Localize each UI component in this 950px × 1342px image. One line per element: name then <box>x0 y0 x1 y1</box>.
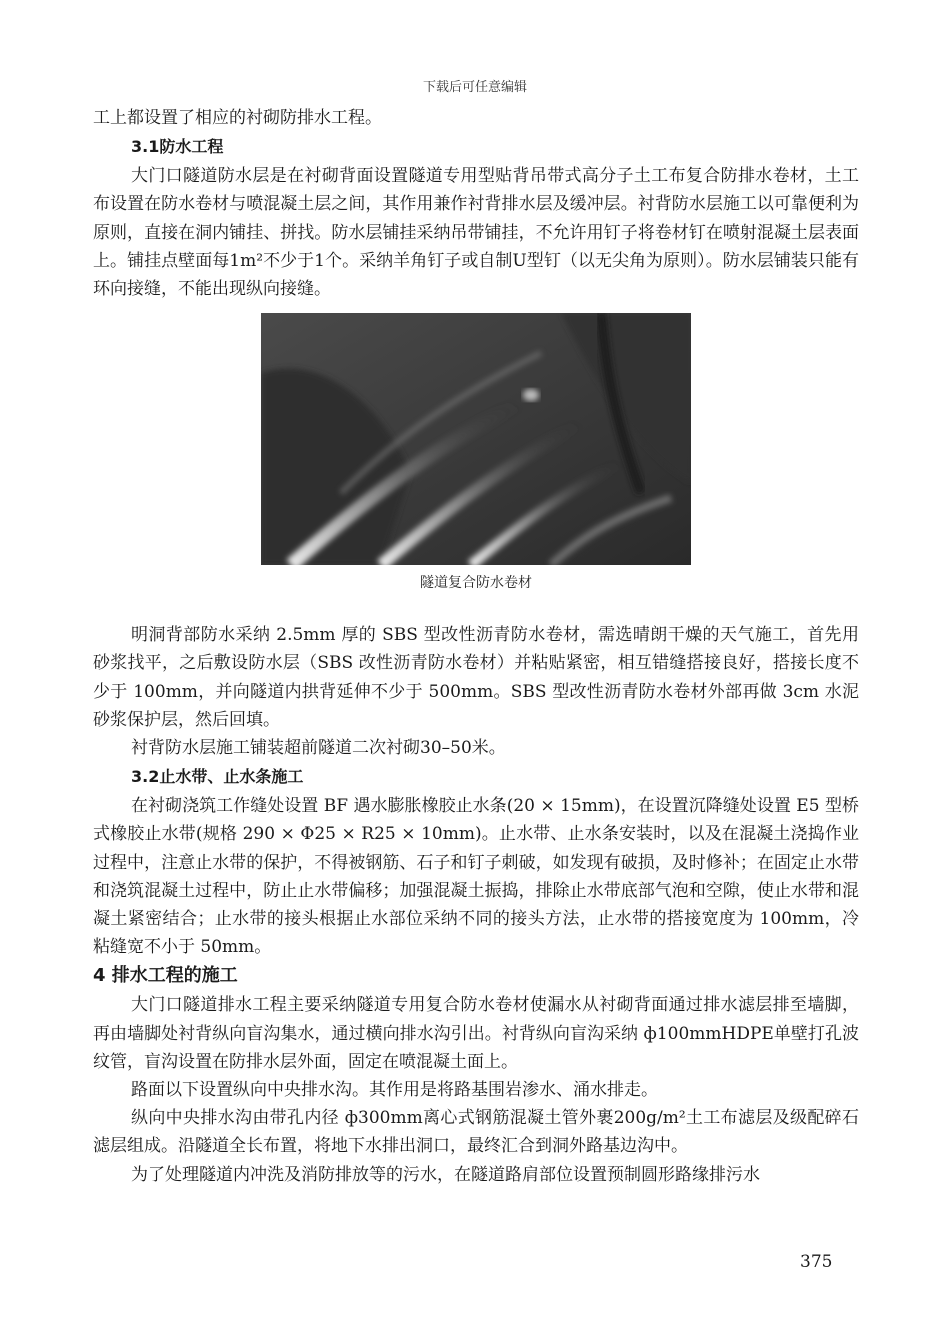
paragraph: 在衬砌浇筑工作缝处设置 BF 遇水膨胀橡胶止水条(20 × 15mm)，在设置沉降缝处设置 E5 型桥式橡胶止水带(规格 290 × Φ25 × R25 × 10mm)。止水带、止水条安装时，以及在混凝土浇捣作业过程中，注意止水带的保护，不得被钢筋、石子和钉子刺破，如发现有破损，及时修补；在固定止水带和浇筑混凝土过程中，防止止水带偏移；加强混凝土振捣，排除止水带底部气泡和空隙，使止水带和混凝土紧密结合；止水带的接头根据止水部位采纳不同的接头方法，止水带的搭接宽度为 100mm，冷粘缝宽不小于 50mm。 <box>93 796 859 958</box>
paragraph: 明洞背部防水采纳 2.5mm 厚的 SBS 型改性沥青防水卷材，需选晴朗干燥的天气施工，首先用砂浆找平，之后敷设防水层（SBS 改性沥青防水卷材）并粘贴紧密，相互错缝搭接良好，搭接长度不少于 100mm，并向隧道内拱背延伸不少于 500mm。SBS 型改性沥青防水卷材外部再做 3cm 水泥砂浆保护层，然后回填。 <box>93 625 859 730</box>
page-body <box>93 104 859 1189</box>
paragraph: 大门口隧道防水层是在衬砌背面设置隧道专用型贴背吊带式高分子土工布复合防排水卷材，土工布设置在防水卷材与喷混凝土层之间，其作用兼作衬背排水层及缓冲层。衬背防水层施工以可靠便利为原则，直接在洞内铺挂、拼找。防水层铺挂采纳吊带铺挂，不允许用钉子将卷材钉在喷射混凝土层表面上。铺挂点壁面每1m²不少于1个。采纳羊角钉子或自制U型钉（以无尖角为原则）。防水层铺装只能有环向接缝，不能出现纵向接缝。 <box>93 166 859 300</box>
paragraph: 纵向中央排水沟由带孔内径 ф300mm离心式钢筋混凝土管外裹200g/m²土工布滤层及级配碎石滤层组成。沿隧道全长布置，将地下水排出洞口，最终汇合到洞外路基边沟中。 <box>93 1108 859 1157</box>
paragraph: 衬背防水层施工铺装超前隧道二次衬砌30–50米。 <box>131 738 506 759</box>
paragraph: 大门口隧道排水工程主要采纳隧道专用复合防水卷材使漏水从衬砌背面通过排水滤层排至墙脚，再由墙脚处衬背纵向盲沟集水，通过横向排水沟引出。衬背纵向盲沟采纳 ф100mmHDPE单壁打孔波纹管，盲沟设置在防排水层外面，固定在喷混凝土面上。 <box>93 995 859 1072</box>
figure-caption: 隧道复合防水卷材 <box>420 575 532 592</box>
paragraph: 为了处理隧道内冲洗及消防排放等的污水，在隧道路肩部位设置预制圆形路缘排污水 <box>131 1164 760 1185</box>
section-4-title: 4 排水工程的施工 <box>93 965 238 987</box>
page-header: 下载后可任意编辑 <box>422 80 527 95</box>
figure <box>93 313 859 595</box>
tunnel-membrane-photo <box>261 313 691 565</box>
section-3-2-title: 3.2止水带、止水条施工 <box>131 767 304 787</box>
page-number: 375 <box>800 1252 833 1272</box>
paragraph: 路面以下设置纵向中央排水沟。其作用是将路基围岩渗水、涌水排走。 <box>131 1080 658 1101</box>
intro-line: 工上都设置了相应的衬砌防排水工程。 <box>93 108 382 128</box>
section-3-1-title: 3.1防水工程 <box>131 137 224 157</box>
